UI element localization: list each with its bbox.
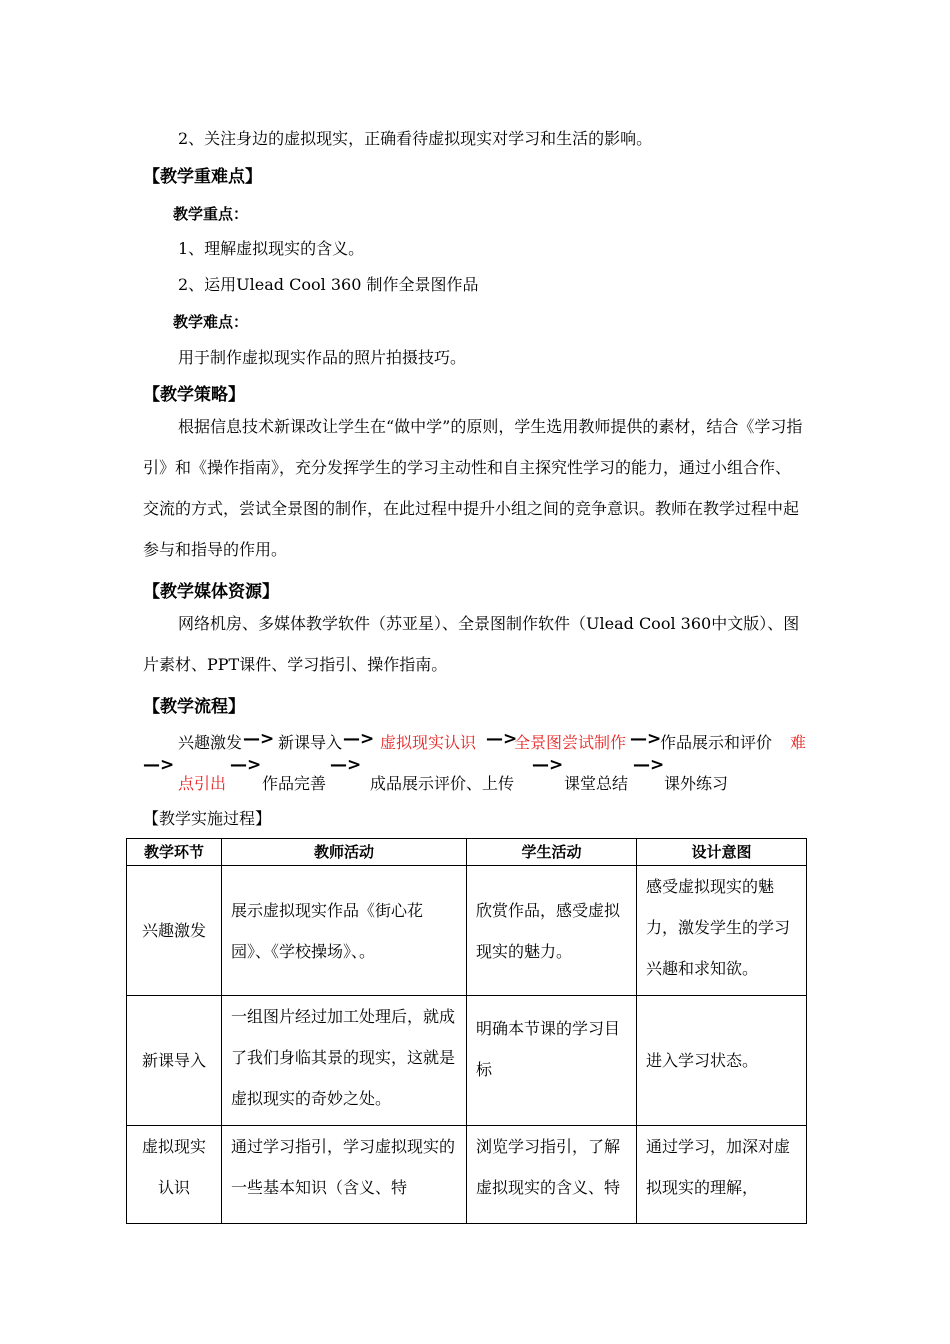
key-points-heading: 【教学重难点】 — [143, 167, 262, 187]
flow-step-showcase: 作品展示和评价 — [660, 733, 773, 752]
column-header-intent: 设计意图 — [637, 839, 807, 866]
flow-step-vr-understanding: 虚拟现实认识 — [380, 733, 477, 752]
cell-design-intent: 感受虚拟现实的魅力，激发学生的学习兴趣和求知欲。 — [637, 866, 807, 996]
difficulty-item-1: 用于制作虚拟现实作品的照片拍摄技巧。 — [178, 348, 467, 367]
flow-arrow-icon: —> — [243, 729, 275, 749]
column-header-teacher: 教师活动 — [222, 839, 467, 866]
flow-step-refine: 作品完善 — [262, 774, 327, 793]
table-row — [127, 996, 807, 1126]
cell-design-intent: 进入学习状态。 — [637, 996, 807, 1126]
flow-step-difficulty-part2: 点引出 — [178, 774, 227, 793]
strategy-heading: 【教学策略】 — [143, 385, 245, 405]
flow-step-panorama-trial: 全景图尝试制作 — [514, 733, 627, 752]
cell-student-activity: 明确本节课的学习目标 — [467, 996, 637, 1126]
flow-arrow-icon: —> — [343, 729, 375, 749]
table-row — [127, 866, 807, 996]
difficulty-label: 教学难点： — [173, 313, 249, 331]
focus-label: 教学重点： — [173, 205, 249, 223]
cell-design-intent: 通过学习，加深对虚拟现实的理解， — [637, 1126, 807, 1224]
flow-arrow-icon: —> — [630, 729, 662, 749]
column-header-student: 学生活动 — [467, 839, 637, 866]
flow-arrow-icon: —> — [532, 755, 564, 775]
column-header-stage: 教学环节 — [127, 839, 222, 866]
flow-step-upload: 成品展示评价、上传 — [370, 774, 515, 793]
cell-student-activity: 欣赏作品，感受虚拟现实的魅力。 — [467, 866, 637, 996]
cell-teacher-activity: 通过学习指引，学习虚拟现实的一些基本知识（含义、特 — [222, 1126, 467, 1224]
process-table — [126, 838, 807, 1224]
table-row — [127, 1126, 807, 1224]
focus-item-1: 1、理解虚拟现实的含义。 — [178, 239, 365, 258]
flow-arrow-icon: —> — [230, 755, 262, 775]
cell-stage: 虚拟现实认识 — [127, 1126, 222, 1224]
flow-step-summary: 课堂总结 — [564, 774, 629, 793]
process-heading: 【教学实施过程】 — [143, 809, 272, 828]
cell-teacher-activity: 展示虚拟现实作品《街心花园》、《学校操场》、。 — [222, 866, 467, 996]
cell-student-activity: 浏览学习指引，了解虚拟现实的含义、特 — [467, 1126, 637, 1224]
flow-step-intro: 新课导入 — [278, 733, 343, 752]
flow-arrow-icon: —> — [330, 755, 362, 775]
focus-item-2: 2、运用Ulead Cool 360 制作全景图作品 — [178, 275, 479, 294]
media-heading: 【教学媒体资源】 — [143, 582, 279, 602]
table-header-row — [127, 839, 807, 866]
cell-stage: 新课导入 — [127, 996, 222, 1126]
flow-arrow-icon: —> — [633, 755, 665, 775]
flow-step-difficulty-part1: 难 — [790, 733, 807, 752]
flow-step-interest: 兴趣激发 — [178, 733, 243, 752]
media-text: 网络机房、多媒体教学软件（苏亚星）、全景图制作软件（Ulead Cool 360中文版）、图片素材、PPT课件、学习指引、操作指南。 — [143, 614, 800, 674]
flow-heading: 【教学流程】 — [143, 697, 245, 717]
cell-stage: 兴趣激发 — [127, 866, 222, 996]
flow-step-homework: 课外练习 — [664, 774, 729, 793]
flow-arrow-icon: —> — [486, 729, 518, 749]
strategy-text: 根据信息技术新课改让学生在“做中学”的原则，学生选用教师提供的素材，结合《学习指引》和《操作指南》，充分发挥学生的学习主动性和自主探究性学习的能力，通过小组合作、交流的方式，尝试全景图的制作，在此过程中提升小组之间的竞争意识。教师在教学过程中起参与和指导的作用。 — [143, 417, 803, 559]
cell-teacher-activity: 一组图片经过加工处理后，就成了我们身临其景的现实，这就是虚拟现实的奇妙之处。 — [222, 996, 467, 1126]
objective-item-2: 2、关注身边的虚拟现实，正确看待虚拟现实对学习和生活的影响。 — [178, 129, 653, 148]
flow-arrow-icon: —> — [143, 755, 175, 775]
